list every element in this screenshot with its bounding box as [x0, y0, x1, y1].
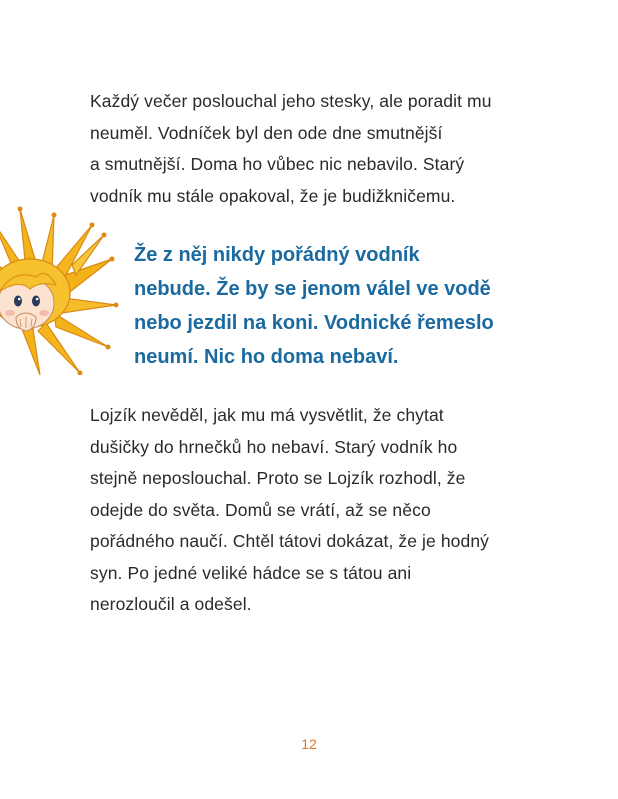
callout-line: Že z něj nikdy pořádný vodník — [134, 244, 420, 266]
callout-line: nebo jezdil na koni. Vodnické řemeslo — [134, 312, 494, 334]
paragraph-line: nerozloučil a odešel. — [90, 594, 252, 614]
paragraph-line: Lojzík nevěděl, jak mu má vysvětlit, že chytat — [90, 405, 444, 425]
page-number: 12 — [301, 736, 317, 752]
callout-line: neumí. Nic ho doma nebaví. — [134, 346, 399, 368]
paragraph-line: odejde do světa. Domů se vrátí, až se něco — [90, 499, 431, 520]
paragraph-2 — [90, 400, 489, 621]
paragraph-line: pořádného naučí. Chtěl tátovi dokázat, že je hodný — [90, 531, 490, 551]
callout-text — [134, 238, 494, 374]
paragraph-line: syn. Po jedné veliké hádce se s tátou ani — [90, 562, 412, 583]
paragraph-line: vodník mu stále opakoval, že je budižkničemu. — [90, 185, 456, 206]
sun-character-illustration — [0, 205, 120, 375]
paragraph-line: a smutnější. Doma ho vůbec nic nebavilo. Starý — [90, 154, 465, 174]
paragraph-1 — [90, 86, 492, 212]
paragraph-line: stejně neposlouchal. Proto se Lojzík rozhodl, že — [90, 468, 466, 488]
paragraph-line: Každý večer poslouchal jeho stesky, ale poradit mu — [90, 91, 492, 111]
callout-line: nebude. Že by se jenom válel ve vodě — [134, 278, 491, 300]
paragraph-line: dušičky do hrnečků ho nebaví. Starý vodník ho — [90, 436, 458, 457]
paragraph-line: neuměl. Vodníček byl den ode dne smutnější — [90, 122, 443, 143]
sun-character-icon — [0, 205, 120, 375]
